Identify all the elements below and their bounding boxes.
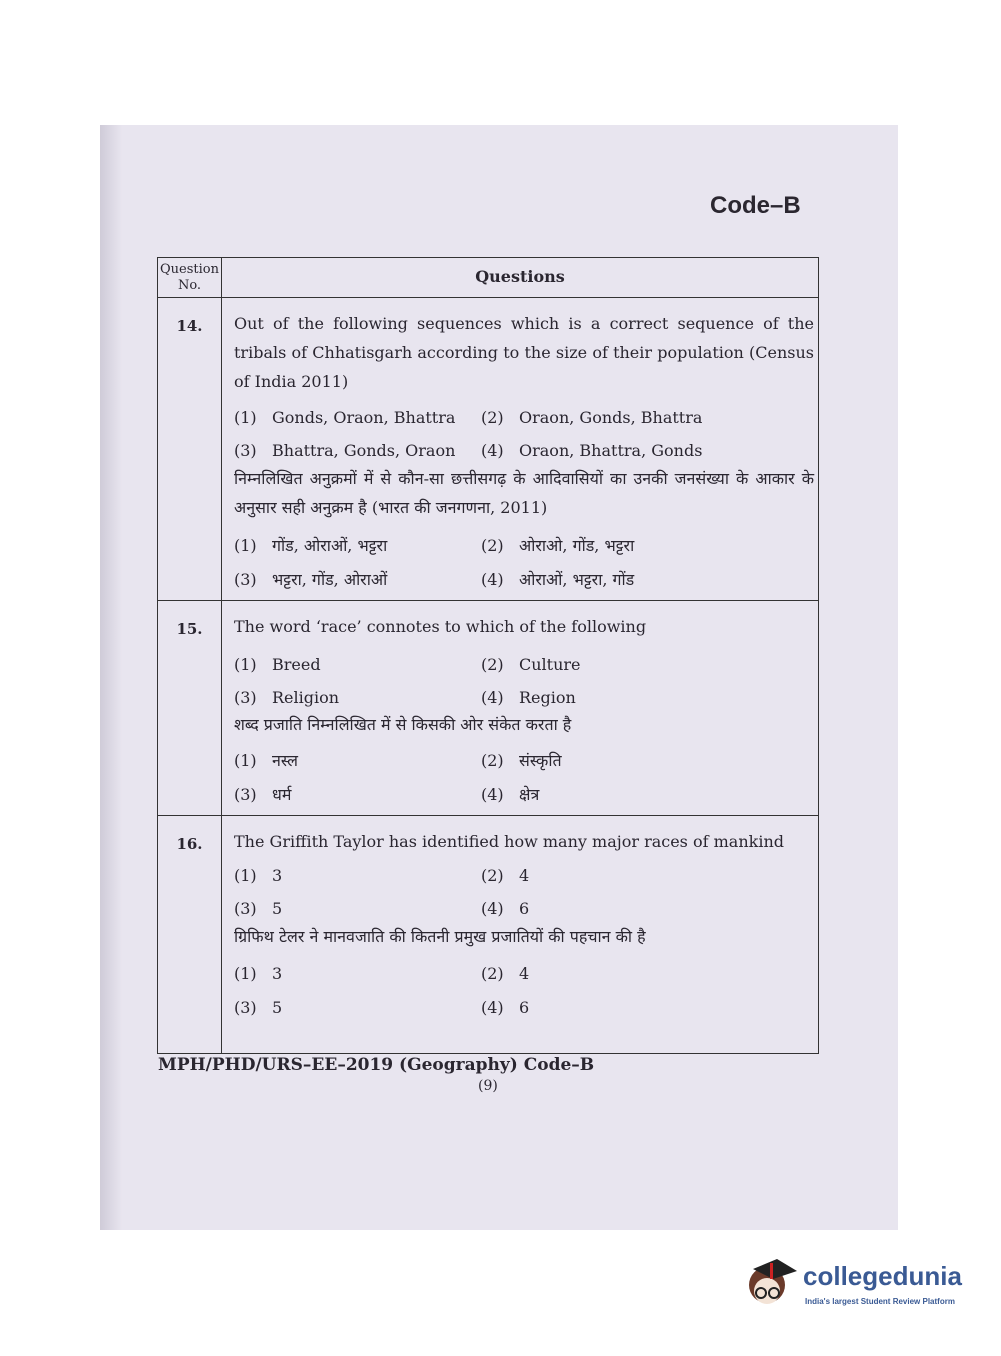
question-text-english: The word ‘race’ connotes to which of the following (234, 617, 647, 636)
option-english-text: Oraon, Bhattra, Gonds (519, 441, 703, 460)
option-number: (3) (234, 441, 257, 460)
option-english (234, 408, 455, 427)
option-number: (3) (234, 688, 257, 707)
option-english-text: Gonds, Oraon, Bhattra (272, 408, 456, 427)
option-hindi-text: 5 (272, 998, 283, 1017)
option-hindi-text: गोंड, ओराओं, भट्टरा (272, 536, 388, 555)
questions-table (157, 257, 819, 1054)
option-english (234, 866, 282, 885)
footer-text: MPH/PHD/URS–EE–2019 (Geography) Code–B (158, 1055, 595, 1075)
option-english-text: Region (519, 688, 576, 707)
option-hindi-text: ओराओ, गोंड, भट्टरा (519, 536, 635, 555)
question-text-hindi: ग्रिफिथ टेलर ने मानवजाति की कितनी प्रमुख प्रजातियों की पहचान की है (234, 927, 646, 946)
option-hindi-text: ओराओं, भट्टरा, गोंड (519, 570, 635, 589)
option-english (234, 441, 455, 460)
option-number: (3) (234, 899, 257, 918)
option-english (481, 441, 702, 460)
question-text-english: The Griffith Taylor has identified how many major races of mankind (234, 832, 784, 851)
option-hindi-text: भट्टरा, गोंड, ओराओं (272, 570, 388, 589)
option-english (481, 866, 529, 885)
header-questions: Questions (475, 267, 565, 286)
option-english-text: Oraon, Gonds, Bhattra (519, 408, 703, 427)
page-number: (9) (478, 1078, 498, 1094)
option-number: (1) (234, 751, 257, 770)
option-number: (2) (481, 536, 504, 555)
paper-code: Code–B (710, 192, 801, 219)
option-english (234, 688, 339, 707)
option-hindi (234, 534, 387, 556)
question-number: 16. (176, 835, 203, 853)
option-number: (3) (234, 570, 257, 589)
option-english (234, 655, 321, 674)
option-hindi (234, 783, 291, 805)
option-hindi (234, 568, 387, 590)
option-hindi (481, 783, 539, 805)
option-hindi (234, 998, 282, 1017)
question-text-hindi: निम्नलिखित अनुक्रमों में से कौन-सा छत्तीसगढ़ के आदिवासियों का उनकी जनसंख्या के आकार के अनुसार सही अनुक्रम है (भारत की जनगणना, 2011) (234, 469, 814, 517)
option-english (481, 655, 581, 674)
option-hindi (481, 998, 529, 1017)
option-english-text: Religion (272, 688, 340, 707)
logo-tagline: India's largest Student Review Platform (805, 1297, 955, 1306)
option-number: (4) (481, 998, 504, 1017)
option-number: (1) (234, 866, 257, 885)
header-question-no: Question No. (160, 262, 219, 293)
question-number: 15. (176, 620, 203, 638)
option-number: (1) (234, 408, 257, 427)
option-number: (2) (481, 964, 504, 983)
option-hindi (481, 534, 634, 556)
option-number: (1) (234, 536, 257, 555)
option-number: (3) (234, 998, 257, 1017)
option-number: (4) (481, 441, 504, 460)
option-english (234, 899, 282, 918)
option-number: (4) (481, 899, 504, 918)
question-text-hindi: शब्द प्रजाति निम्नलिखित में से किसकी ओर संकेत करता है (234, 715, 572, 734)
option-english-text: Bhattra, Gonds, Oraon (272, 441, 456, 460)
option-english-text: 6 (519, 899, 530, 918)
column-divider (221, 258, 222, 1053)
question-number: 14. (176, 317, 203, 335)
option-english (481, 688, 576, 707)
question-text-english: Out of the following sequences which is a correct sequence of the tribals of Chhatisgarh according to the size of their population (Census of India 2011) (234, 314, 814, 391)
option-number: (2) (481, 751, 504, 770)
option-hindi-text: 6 (519, 998, 530, 1017)
option-hindi (481, 749, 562, 771)
option-english-text: Culture (519, 655, 581, 674)
option-hindi-text: संस्कृति (519, 751, 562, 770)
page-shadow (100, 125, 122, 1230)
option-number: (2) (481, 866, 504, 885)
option-english (481, 408, 702, 427)
row-divider (158, 815, 818, 816)
option-number: (4) (481, 688, 504, 707)
row-divider (158, 600, 818, 601)
option-number: (1) (234, 964, 257, 983)
option-hindi-text: 4 (519, 964, 530, 983)
option-hindi-text: नस्ल (272, 751, 298, 770)
mascot-icon (743, 1255, 799, 1315)
option-hindi (234, 964, 282, 983)
option-english-text: Breed (272, 655, 321, 674)
option-number: (1) (234, 655, 257, 674)
option-hindi (481, 964, 529, 983)
option-english (481, 899, 529, 918)
collegedunia-logo (743, 1255, 973, 1320)
option-number: (2) (481, 408, 504, 427)
option-english-text: 5 (272, 899, 283, 918)
option-hindi (234, 749, 298, 771)
header-divider (158, 297, 818, 298)
option-number: (4) (481, 570, 504, 589)
option-number: (2) (481, 655, 504, 674)
option-number: (3) (234, 785, 257, 804)
option-hindi-text: क्षेत्र (519, 785, 540, 804)
option-hindi-text: धर्म (272, 785, 292, 804)
logo-name: collegedunia (803, 1261, 962, 1291)
option-hindi (481, 568, 634, 590)
option-hindi-text: 3 (272, 964, 283, 983)
option-number: (4) (481, 785, 504, 804)
option-english-text: 3 (272, 866, 283, 885)
option-english-text: 4 (519, 866, 530, 885)
